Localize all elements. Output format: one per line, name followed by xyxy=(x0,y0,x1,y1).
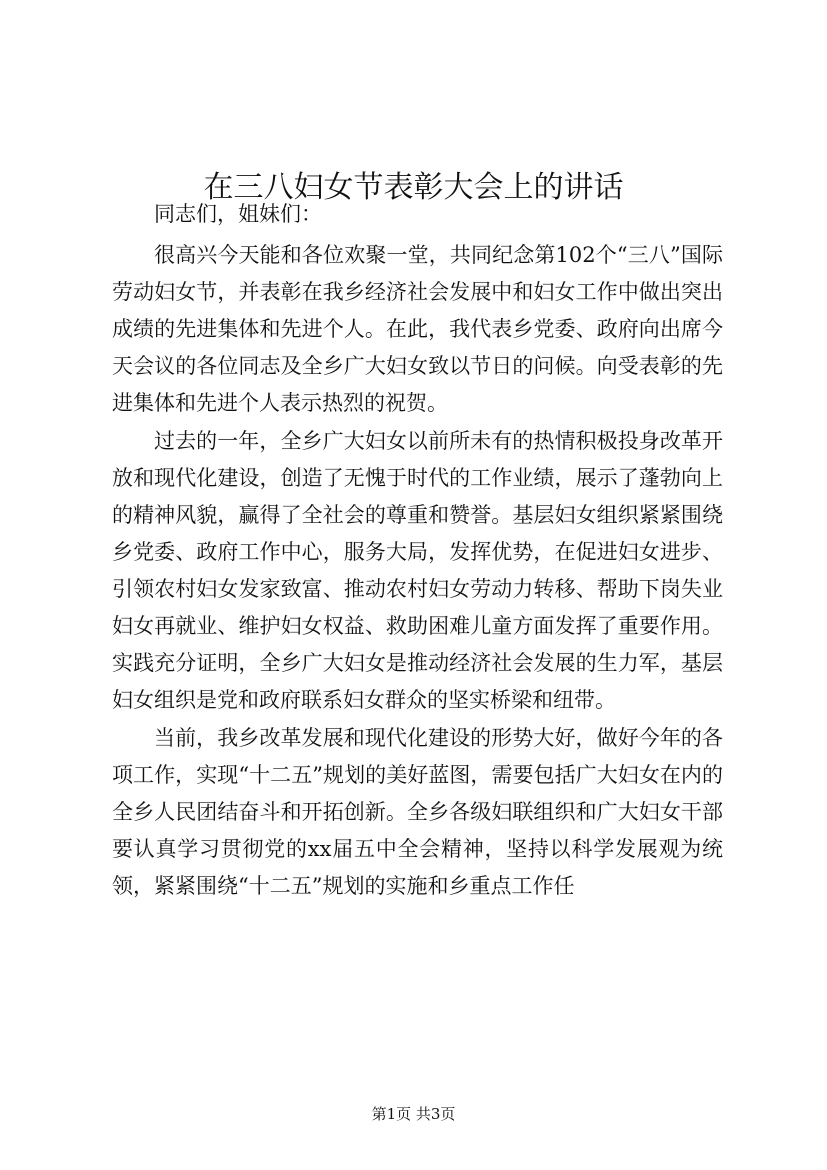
paragraph-1: 很高兴今天能和各位欢聚一堂，共同纪念第102个“三八”国际劳动妇女节，并表彰在我乡经济社会发展中和妇女工作中做出突出成绩的先进集体和先进个人。在此，我代表乡党委、政府向出席今天会议的各位同志及全乡广大妇女致以节日的问候。向受表彰的先进集体和先进个人表示热烈的祝贺。 xyxy=(112,243,723,415)
page-number-footer: 第1页 共3页 xyxy=(371,1105,456,1123)
document-title: 在三八妇女节表彰大会上的讲话 xyxy=(203,170,624,206)
paragraph-3: 当前，我乡改革发展和现代化建设的形势大好，做好今年的各项工作，实现“十二五”规划的美好蓝图，需要包括广大妇女在内的全乡人民团结奋斗和开拓创新。全乡各级妇联组织和广大妇女干部要认真学习贯彻党的xx届五中全会精神，坚持以科学发展观为统领，紧紧围绕“十二五”规划的实施和乡重点工作任 xyxy=(112,726,723,898)
paragraph-2: 过去的一年，全乡广大妇女以前所未有的热情积极投身改革开放和现代化建设，创造了无愧于时代的工作业绩，展示了蓬勃向上的精神风貌，赢得了全社会的尊重和赞誉。基层妇女组织紧紧围绕乡党委、政府工作中心，服务大局，发挥优势，在促进妇女进步、引领农村妇女发家致富、推动农村妇女劳动力转移、帮助下岗失业妇女再就业、维护妇女权益、救助困难儿童方面发挥了重要作用。实践充分证明，全乡广大妇女是推动经济社会发展的生力军，基层妇女组织是党和政府联系妇女群众的坚实桥梁和纽带。 xyxy=(112,429,723,712)
document-body xyxy=(112,196,723,905)
greeting-line: 同志们，姐妹们： xyxy=(154,202,322,226)
